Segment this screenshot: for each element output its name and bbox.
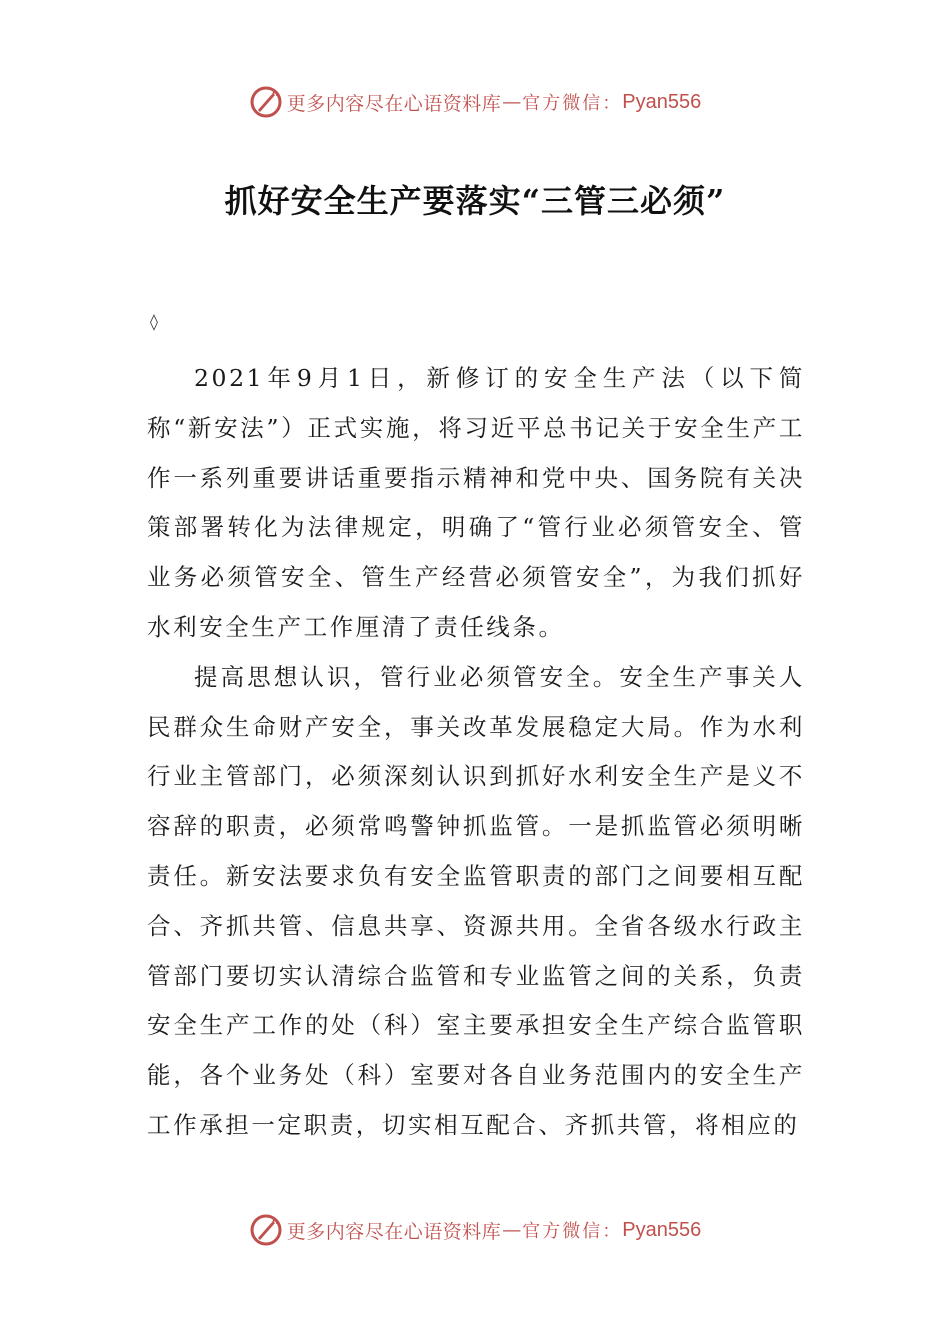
document-title: 抓好安全生产要落实“三管三必须” (224, 182, 726, 220)
quill-logo-icon (249, 1213, 283, 1247)
banner-wechat-id: Pyan556 (622, 1218, 702, 1241)
footer-banner (0, 1210, 950, 1250)
paragraph-2: 提高思想认识，管行业必须管安全。安全生产事关人民群众生命财产安全，事关改革发展稳定大局。作为水利行业主管部门，必须深刻认识到抓好水利安全生产是义不容辞的职责，必须常鸣警钟抓监管。一是抓监管必须明晰责任。新安法要求负有安全监管职责的部门之间要相互配合、齐抓共管、信息共享、资源共用。全省各级水行政主管部门要切实认清综合监管和专业监管之间的关系，负责安全生产工作的处（科）室主要承担安全生产综合监管职能，各个业务处（科）室要对各自业务范围内的安全生产工作承担一定职责，切实相互配合、齐抓共管，将相应的 (147, 662, 805, 1139)
banner-dash: — (502, 1219, 522, 1241)
banner-text: 更多内容尽在心语资料库 (286, 1220, 502, 1243)
banner-wechat-label: 官方微信： (522, 93, 623, 114)
banner-wechat-id: Pyan556 (622, 90, 702, 113)
paragraph-mark: ◊ (150, 312, 158, 331)
banner-text: 更多内容尽在心语资料库 (286, 92, 502, 115)
banner-dash: — (502, 91, 522, 113)
paragraph-1: 2021年9月1日，新修订的安全生产法（以下简称“新安法”）正式实施，将习近平总书记关于安全生产工作一系列重要讲话重要指示精神和党中央、国务院有关决策部署转化为法律规定，明确了“管行业必须管安全、管业务必须管安全、管生产经营必须管安全”，为我们抓好水利安全生产工作厘清了责任线条。 (147, 364, 805, 641)
header-banner (0, 82, 950, 122)
document-body (147, 354, 805, 1151)
banner-wechat-label: 官方微信： (522, 1221, 623, 1242)
quill-logo-icon (249, 85, 283, 119)
